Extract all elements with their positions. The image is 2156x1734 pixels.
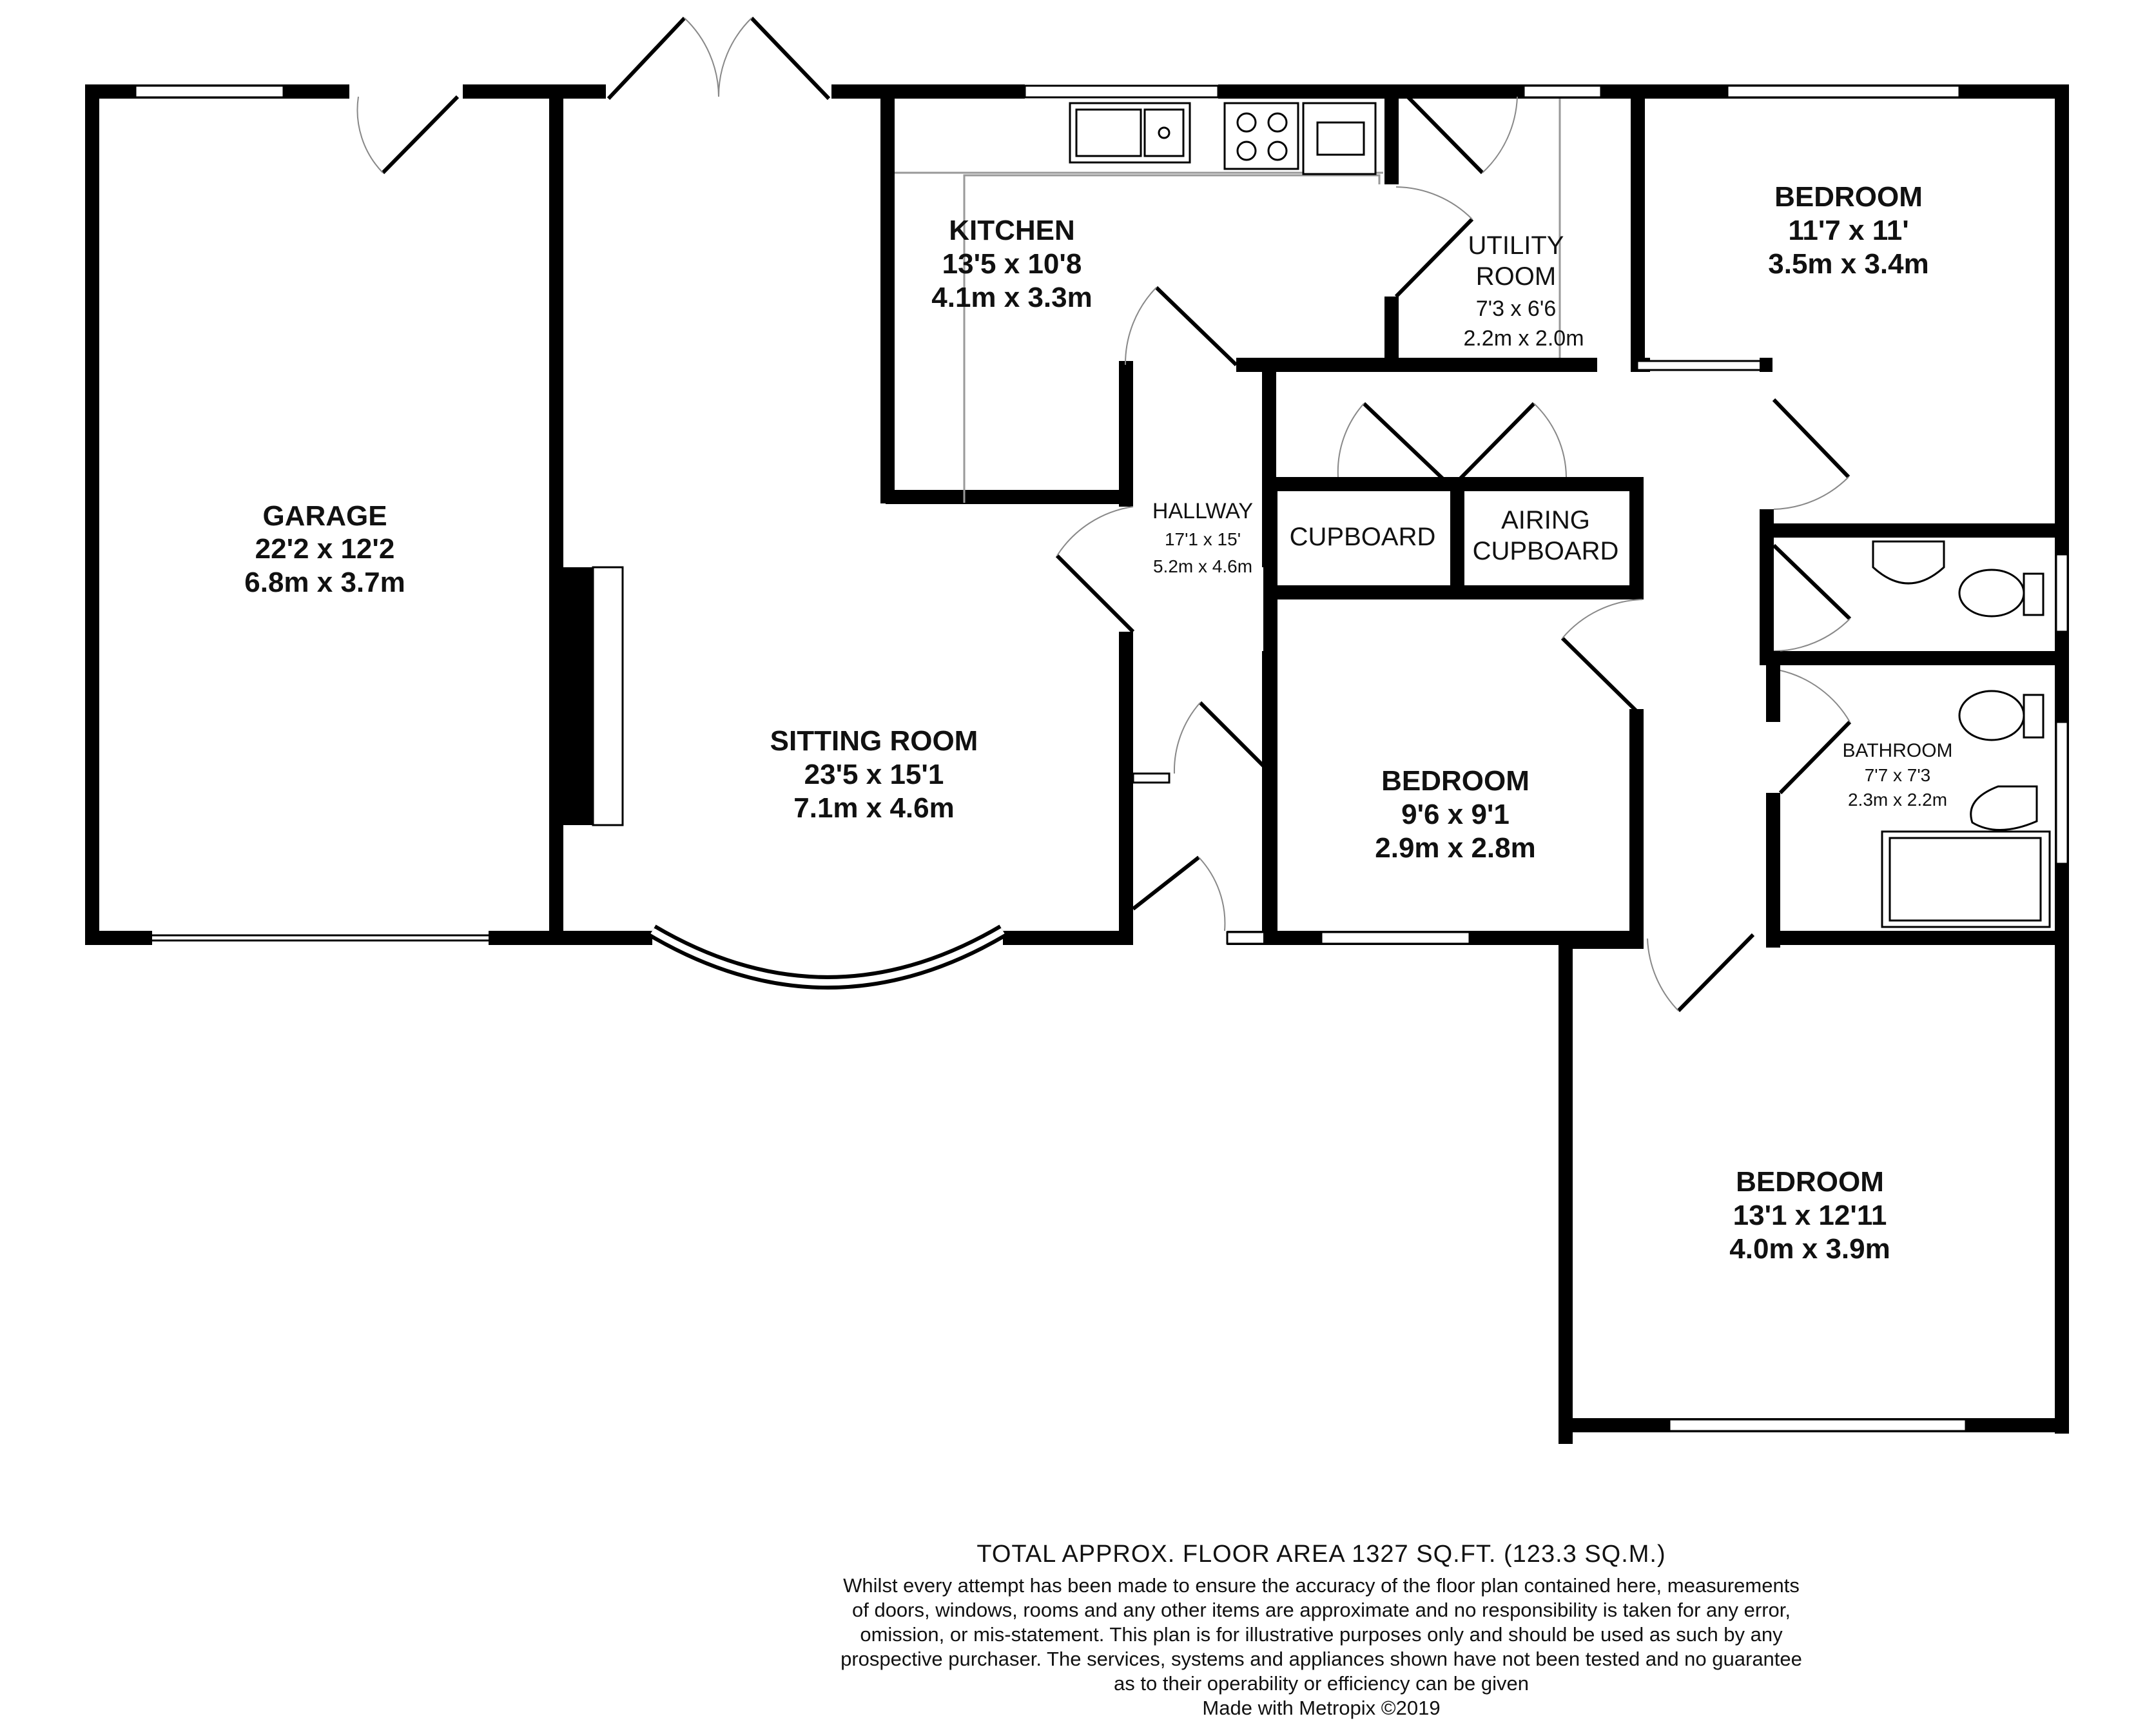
bathroom-metric: 2.3m x 2.2m bbox=[1847, 790, 1948, 810]
sitting-room-imperial: 23'5 x 15'1 bbox=[804, 759, 944, 790]
room-labels bbox=[244, 181, 1952, 1265]
bedroom-3-metric: 4.0m x 3.9m bbox=[1729, 1233, 1890, 1265]
utility-metric: 2.2m x 2.0m bbox=[1463, 326, 1584, 351]
disclaimer-line: Whilst every attempt has been made to ensure the accuracy of the floor plan contained here, measurements bbox=[843, 1574, 1800, 1597]
utility-imperial: 7'3 x 6'6 bbox=[1475, 297, 1557, 321]
sitting-room bbox=[549, 18, 1133, 982]
kitchen-name: KITCHEN bbox=[949, 215, 1075, 246]
bedroom-2-metric: 2.9m x 2.8m bbox=[1375, 832, 1536, 864]
bathroom-name: BATHROOM bbox=[1842, 740, 1953, 761]
hallway-metric: 5.2m x 4.6m bbox=[1152, 556, 1253, 576]
garage-metric: 6.8m x 3.7m bbox=[244, 567, 405, 598]
utility-name-1: UTILITY bbox=[1468, 231, 1564, 260]
airing-cupboard-name-2: CUPBOARD bbox=[1472, 537, 1619, 565]
wc bbox=[1760, 523, 2069, 665]
utility-name-2: ROOM bbox=[1475, 262, 1557, 291]
disclaimer-line: as to their operability or efficiency can be given bbox=[1114, 1672, 1529, 1695]
disclaimer bbox=[709, 1573, 1934, 1696]
hallway-imperial: 17'1 x 15' bbox=[1164, 529, 1241, 549]
disclaimer-line: prospective purchaser. The services, systems and appliances shown have not been tested and no guarantee bbox=[840, 1648, 1802, 1670]
airing-cupboard-name-1: AIRING bbox=[1501, 506, 1590, 534]
bedroom-1-name: BEDROOM bbox=[1774, 181, 1923, 213]
bedroom-2-name: BEDROOM bbox=[1381, 765, 1530, 797]
bedroom-1-imperial: 11'7 x 11' bbox=[1788, 215, 1909, 246]
kitchen-imperial: 13'5 x 10'8 bbox=[942, 248, 1082, 280]
total-floor-area: TOTAL APPROX. FLOOR AREA 1327 SQ.FT. (123.3 SQ.M.) bbox=[976, 1541, 1666, 1568]
sitting-room-metric: 7.1m x 4.6m bbox=[793, 792, 955, 824]
footer bbox=[709, 1541, 1934, 1720]
sitting-room-name: SITTING ROOM bbox=[770, 725, 978, 757]
cupboards bbox=[1263, 404, 1644, 599]
garage-imperial: 22'2 x 12'2 bbox=[255, 533, 395, 565]
credit: Made with Metropix ©2019 bbox=[1202, 1697, 1441, 1719]
disclaimer-line: of doors, windows, rooms and any other items are approximate and no responsibility is taken for any error, bbox=[851, 1599, 1791, 1621]
bedroom-3-name: BEDROOM bbox=[1736, 1166, 1884, 1198]
bedroom-3-imperial: 13'1 x 12'11 bbox=[1733, 1200, 1887, 1231]
garage-name: GARAGE bbox=[262, 500, 387, 532]
bedroom-2-imperial: 9'6 x 9'1 bbox=[1401, 799, 1510, 830]
cupboard-name: CUPBOARD bbox=[1289, 523, 1436, 551]
disclaimer-line: omission, or mis-statement. This plan is for illustrative purposes only and should be used as such by any bbox=[860, 1623, 1783, 1646]
kitchen-metric: 4.1m x 3.3m bbox=[931, 282, 1093, 313]
bathroom-imperial: 7'7 x 7'3 bbox=[1864, 765, 1931, 785]
hallway-name: HALLWAY bbox=[1152, 499, 1254, 523]
bedroom-1-metric: 3.5m x 3.4m bbox=[1768, 248, 1929, 280]
